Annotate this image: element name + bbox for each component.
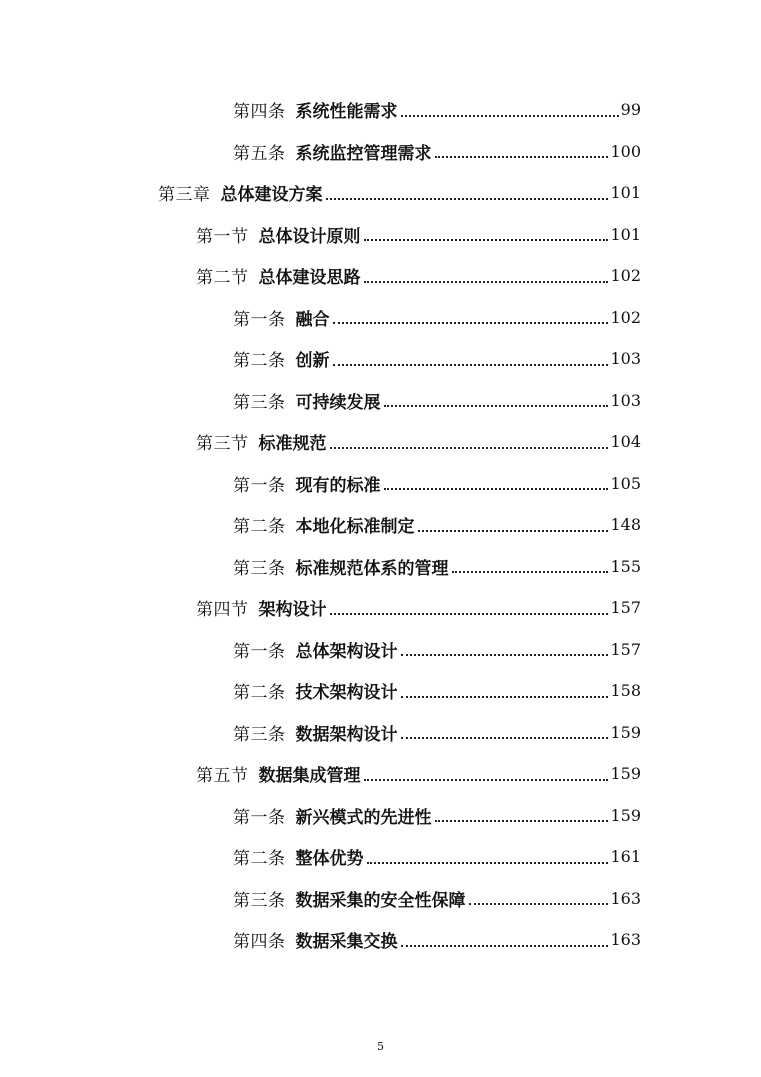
toc-entry-line <box>233 305 761 330</box>
toc-entry-page: 155 <box>610 556 641 576</box>
toc-entry-page: 157 <box>610 639 641 659</box>
toc-entry-page: 104 <box>610 432 641 452</box>
toc-entry[interactable] <box>0 131 761 173</box>
toc-entry[interactable] <box>0 546 761 588</box>
toc-entry-line <box>233 97 761 122</box>
toc-entry-title: 现有的标准 <box>295 475 381 496</box>
toc-entry-title: 创新 <box>295 351 330 372</box>
toc-entry-title: 系统监控管理需求 <box>295 143 432 164</box>
toc-entry[interactable] <box>0 421 761 463</box>
toc-entry-line <box>233 554 761 579</box>
toc-dot-leader <box>401 719 609 739</box>
toc-entry[interactable] <box>0 712 761 754</box>
toc-entry[interactable] <box>0 629 761 671</box>
toc-entry-title: 标准规范 <box>258 434 327 455</box>
toc-entry-page: 163 <box>610 930 641 950</box>
toc-entry-title: 总体架构设计 <box>295 641 398 662</box>
toc-entry-page: 159 <box>610 764 641 784</box>
toc-entry-page: 159 <box>610 722 641 742</box>
toc-entry-page: 100 <box>610 141 641 161</box>
toc-entry-number: 第二条 <box>233 517 286 538</box>
toc-entry-line <box>233 388 761 413</box>
toc-entry-line <box>196 429 761 454</box>
toc-dot-leader <box>326 180 609 200</box>
toc-entry-line <box>233 844 761 869</box>
toc-entry-page: 99 <box>620 100 641 120</box>
toc-entry-title: 融合 <box>295 309 330 330</box>
toc-entry[interactable] <box>0 919 761 961</box>
toc-entry-title: 数据采集交换 <box>295 932 398 953</box>
toc-entry[interactable] <box>0 753 761 795</box>
toc-entry[interactable] <box>0 463 761 505</box>
toc-entry-title: 整体优势 <box>295 849 364 870</box>
toc-entry-page: 102 <box>610 266 641 286</box>
toc-entry-title: 系统性能需求 <box>295 102 398 123</box>
toc-entry-page: 101 <box>610 224 641 244</box>
toc-entry-line <box>196 263 761 288</box>
toc-dot-leader <box>418 512 609 532</box>
toc-entry[interactable] <box>0 836 761 878</box>
toc-entry-page: 102 <box>610 307 641 327</box>
toc-entry-page: 103 <box>610 390 641 410</box>
toc-dot-leader <box>333 304 609 324</box>
toc-entry-number: 第三条 <box>233 558 286 579</box>
toc-entry-line <box>233 471 761 496</box>
toc-dot-leader <box>364 761 609 781</box>
toc-dot-leader <box>364 263 609 283</box>
toc-entry-page: 157 <box>610 598 641 618</box>
toc-entry-number: 第二节 <box>196 268 249 289</box>
toc-entry-page: 105 <box>610 473 641 493</box>
toc-entry-number: 第四条 <box>233 932 286 953</box>
toc-entry-number: 第一节 <box>196 226 249 247</box>
toc-dot-leader <box>435 802 609 822</box>
page-number: 5 <box>377 1040 384 1053</box>
toc-entry-line <box>196 761 761 786</box>
toc-entry[interactable] <box>0 255 761 297</box>
toc-dot-leader <box>364 221 609 241</box>
toc-entry-line <box>158 180 761 205</box>
toc-entry-line <box>233 886 761 911</box>
toc-entry-number: 第三条 <box>233 392 286 413</box>
toc-entry-title: 总体建设思路 <box>258 268 361 289</box>
toc-entry-number: 第五节 <box>196 766 249 787</box>
toc-entry-title: 技术架构设计 <box>295 683 398 704</box>
toc-entry-page: 159 <box>610 805 641 825</box>
toc-entry-line <box>233 139 761 164</box>
toc-entry-line <box>233 678 761 703</box>
toc-entry[interactable] <box>0 89 761 131</box>
toc-entry[interactable] <box>0 795 761 837</box>
toc-entry-page: 163 <box>610 888 641 908</box>
toc-entry-title: 本地化标准制定 <box>295 517 415 538</box>
toc-entry-number: 第四节 <box>196 600 249 621</box>
toc-entry-title: 总体建设方案 <box>220 185 323 206</box>
toc-entry[interactable] <box>0 380 761 422</box>
toc-entry-line <box>196 595 761 620</box>
toc-entry-page: 103 <box>610 349 641 369</box>
toc-entry-title: 数据采集的安全性保障 <box>295 890 466 911</box>
toc-entry-title: 总体设计原则 <box>258 226 361 247</box>
toc-entry-number: 第三章 <box>158 185 211 206</box>
toc-entry-title: 架构设计 <box>258 600 327 621</box>
toc-dot-leader <box>401 927 609 947</box>
toc-entry-title: 数据集成管理 <box>258 766 361 787</box>
toc-entry-number: 第二条 <box>233 849 286 870</box>
toc-entry-page: 161 <box>610 847 641 867</box>
toc-entry-title: 新兴模式的先进性 <box>295 807 432 828</box>
toc-dot-leader <box>384 387 609 407</box>
toc-dot-leader <box>435 138 609 158</box>
toc-entry-title: 标准规范体系的管理 <box>295 558 449 579</box>
toc-entry[interactable] <box>0 297 761 339</box>
toc-entry[interactable] <box>0 587 761 629</box>
toc-entry-number: 第四条 <box>233 102 286 123</box>
toc-entry-number: 第三节 <box>196 434 249 455</box>
toc-entry-number: 第三条 <box>233 890 286 911</box>
toc-dot-leader <box>469 885 609 905</box>
toc-entry[interactable] <box>0 338 761 380</box>
toc-dot-leader <box>401 97 619 117</box>
toc-entry-number: 第一条 <box>233 309 286 330</box>
toc-dot-leader <box>367 844 609 864</box>
toc-dot-leader <box>401 636 609 656</box>
toc-entry-number: 第一条 <box>233 475 286 496</box>
toc-entry[interactable] <box>0 670 761 712</box>
toc-entry[interactable] <box>0 214 761 256</box>
toc-entry[interactable] <box>0 878 761 920</box>
toc-entry-number: 第二条 <box>233 351 286 372</box>
toc-dot-leader <box>384 470 609 490</box>
toc-entry[interactable] <box>0 172 761 214</box>
toc-dot-leader <box>330 595 609 615</box>
toc-entry-line <box>233 512 761 537</box>
toc-entry-number: 第二条 <box>233 683 286 704</box>
toc-entry-title: 可持续发展 <box>295 392 381 413</box>
toc-entry-line <box>233 637 761 662</box>
toc-entry-page: 158 <box>610 681 641 701</box>
toc-dot-leader <box>333 346 609 366</box>
toc-entry-line <box>233 927 761 952</box>
toc-entry[interactable] <box>0 504 761 546</box>
toc-entry-number: 第一条 <box>233 807 286 828</box>
toc-entry-line <box>233 803 761 828</box>
toc-entry-page: 148 <box>610 515 641 535</box>
toc-entry-page: 101 <box>610 183 641 203</box>
toc-entry-line <box>196 222 761 247</box>
toc-dot-leader <box>452 553 609 573</box>
toc-entry-title: 数据架构设计 <box>295 724 398 745</box>
table-of-contents <box>0 89 761 961</box>
toc-entry-number: 第五条 <box>233 143 286 164</box>
toc-dot-leader <box>330 429 609 449</box>
toc-entry-number: 第一条 <box>233 641 286 662</box>
toc-entry-number: 第三条 <box>233 724 286 745</box>
toc-entry-line <box>233 720 761 745</box>
toc-dot-leader <box>401 678 609 698</box>
toc-entry-line <box>233 346 761 371</box>
